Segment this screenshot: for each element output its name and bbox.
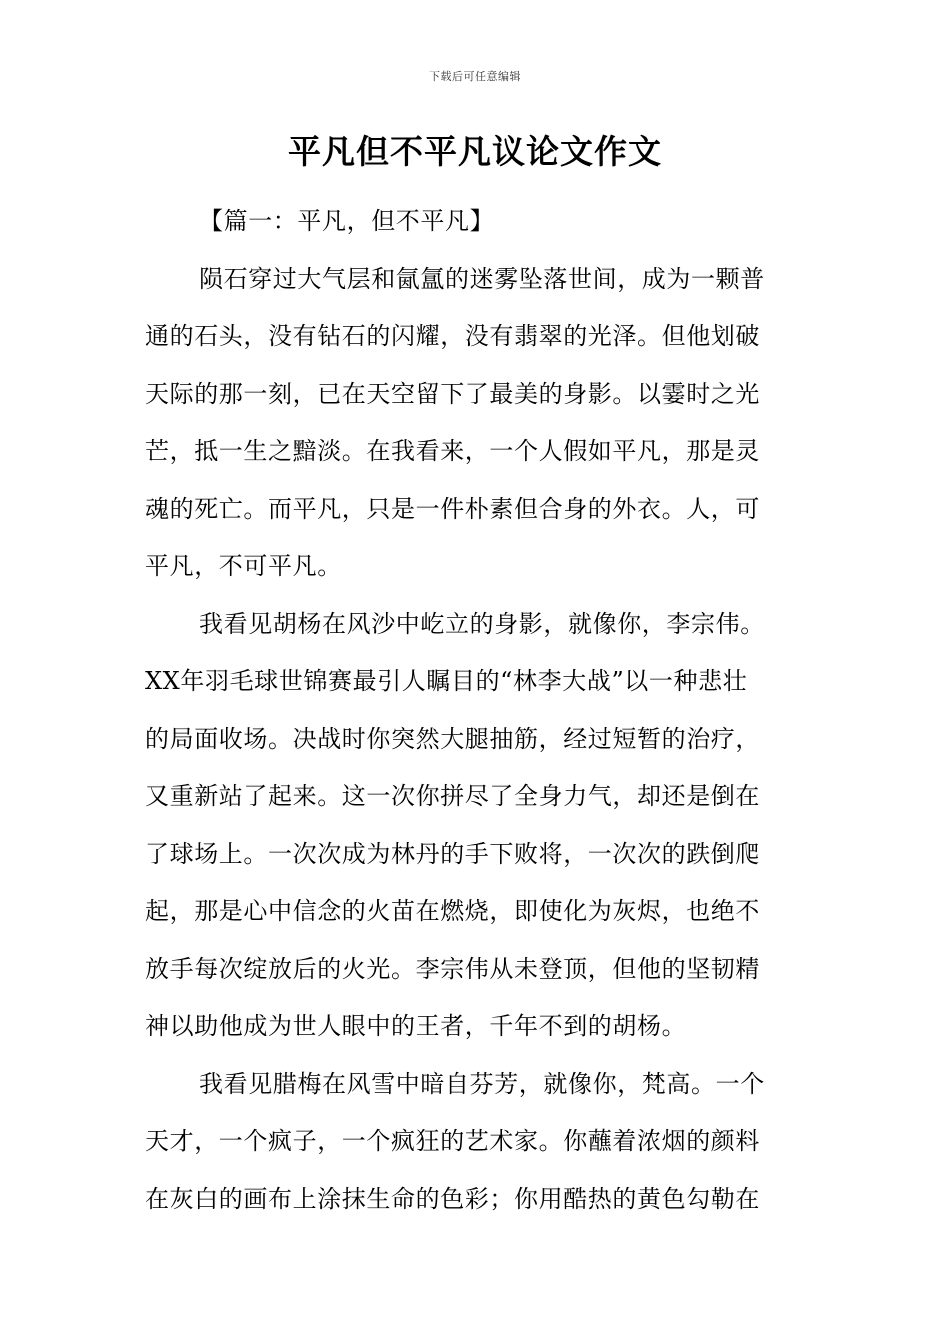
text-line: 在灰白的画布上涂抹生命的色彩；你用酷热的黄色勾勒在 (145, 1184, 760, 1213)
text-line: 了球场上。一次次成为林丹的手下败将，一次次的跌倒爬 (145, 839, 760, 868)
text-line: 的局面收场。决战时你突然大腿抽筋，经过短暂的治疗， (145, 724, 760, 753)
text-line: 又重新站了起来。这一次你拼尽了全身力气，却还是倒在 (145, 782, 760, 810)
document-body (145, 193, 815, 1228)
text-line: 芒，抵一生之黯淡。在我看来，一个人假如平凡，那是灵 (145, 437, 760, 465)
text-line: 陨石穿过大气层和氤氲的迷雾坠落世间，成为一颗普 (199, 264, 765, 293)
text-line: 起，那是心中信念的火苗在燃烧，即使化为灰烬，也绝不 (145, 897, 760, 925)
text-line: 神以助他成为世人眼中的王者，千年不到的胡杨。 (145, 1012, 687, 1040)
text-line: XX年羽毛球世锦赛最引人瞩目的“林李大战”以一种悲壮 (145, 667, 748, 695)
text-line: 天际的那一刻，已在天空留下了最美的身影。以霎时之光 (145, 379, 760, 408)
text-line: 通的石头，没有钻石的闪耀，没有翡翠的光泽。但他划破 (145, 322, 760, 350)
page-title: 平凡但不平凡议论文作文 (288, 132, 662, 171)
text-line: 平凡，不可平凡。 (145, 552, 342, 580)
text-line: 天才，一个疯子，一个疯狂的艺术家。你蘸着浓烟的颜料 (145, 1127, 760, 1155)
text-line: 放手每次绽放后的火光。李宗伟从未登顶，但他的坚韧精 (145, 954, 760, 983)
header-note: 下载后可任意编辑 (429, 70, 521, 83)
paragraph-1 (145, 251, 815, 596)
text-line: 魂的死亡。而平凡，只是一件朴素但合身的外衣。人，可 (145, 494, 760, 523)
section-heading: 【篇一：平凡，但不平凡】 (199, 207, 495, 235)
text-line: 我看见胡杨在风沙中屹立的身影，就像你，李宗伟。 (199, 609, 765, 638)
paragraph-2 (145, 596, 815, 1056)
paragraph-3 (145, 1056, 815, 1229)
text-line: 我看见腊梅在风雪中暗自芬芳，就像你，梵高。一个 (199, 1069, 765, 1098)
